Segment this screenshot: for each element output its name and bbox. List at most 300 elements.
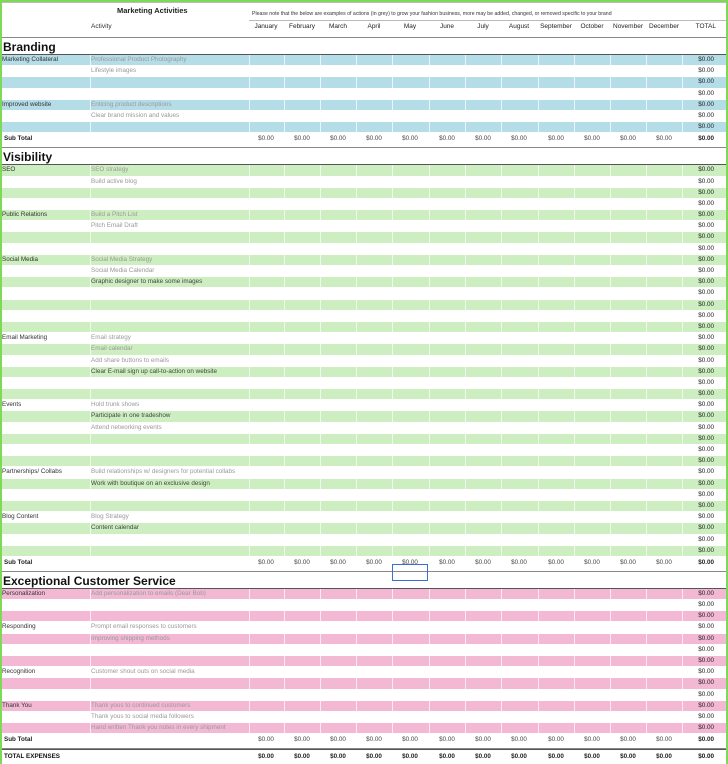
total-expenses-month-value[interactable]: $0.00 [548,753,564,761]
activity-column-header[interactable]: Activity [91,23,112,30]
category-cell[interactable] [2,490,90,500]
row-total-cell[interactable]: $0.00 [698,123,714,131]
subtotal-month-value[interactable]: $0.00 [584,558,600,566]
subtotal-month-value[interactable]: $0.00 [620,558,636,566]
table-row[interactable] [2,467,726,478]
total-expenses-total[interactable]: $0.00 [698,753,714,761]
category-cell[interactable]: Public Relations [2,211,48,219]
month-header-9[interactable]: October [580,23,604,30]
category-cell[interactable] [2,712,90,722]
subtotal-month-value[interactable]: $0.00 [402,135,418,143]
activity-cell[interactable]: Email calendar [91,345,133,353]
table-row[interactable] [2,288,726,299]
subtotal-month-value[interactable]: $0.00 [258,736,274,744]
row-total-cell[interactable]: $0.00 [698,468,714,476]
activity-cell[interactable] [91,378,249,388]
subtotal-month-value[interactable]: $0.00 [294,558,310,566]
table-row[interactable] [2,111,726,122]
subtotal-month-value[interactable]: $0.00 [330,736,346,744]
row-total-cell[interactable]: $0.00 [698,546,714,554]
subtotal-row [2,557,726,572]
subtotal-month-value[interactable]: $0.00 [656,558,672,566]
subtotal-month-value[interactable]: $0.00 [330,558,346,566]
total-expenses-month-value[interactable]: $0.00 [620,753,636,761]
subtotal-month-value[interactable]: $0.00 [330,135,346,143]
category-cell[interactable] [2,199,90,209]
table-row[interactable] [2,356,726,367]
total-expenses-month-value[interactable]: $0.00 [511,753,527,761]
activity-cell[interactable] [91,77,249,87]
activity-cell[interactable] [91,678,249,688]
table-row[interactable] [2,199,726,210]
table-row[interactable] [2,535,726,546]
category-cell[interactable] [2,322,90,332]
activity-cell[interactable]: Attend networking events [91,423,162,431]
activity-cell[interactable]: Hold trunk shows [91,401,140,409]
category-cell[interactable] [2,656,90,666]
subtotal-month-value[interactable]: $0.00 [584,135,600,143]
subtotal-month-value[interactable]: $0.00 [294,135,310,143]
category-cell[interactable] [2,690,90,700]
row-total-cell[interactable]: $0.00 [698,457,714,465]
category-cell[interactable] [2,188,90,198]
table-row[interactable] [2,277,726,288]
activity-cell[interactable]: Professional Product Photography [91,56,187,63]
activity-cell[interactable]: SEO strategy [91,166,129,174]
table-row[interactable] [2,322,726,333]
activity-cell[interactable] [91,311,249,321]
activity-cell[interactable] [91,199,249,209]
activity-cell[interactable]: Lifestyle images [91,67,137,75]
subtotal-row [2,133,726,148]
subtotal-total[interactable]: $0.00 [698,558,714,566]
subtotal-month-value[interactable]: $0.00 [439,135,455,143]
table-row[interactable] [2,89,726,100]
row-total-cell[interactable]: $0.00 [698,446,714,453]
activity-cell[interactable]: Prompt email responses to customers [91,623,197,631]
subtotal-month-value[interactable]: $0.00 [439,558,455,566]
spreadsheet [2,2,726,764]
row-total-cell[interactable]: $0.00 [698,278,714,286]
table-row[interactable] [2,266,726,277]
table-row[interactable] [2,645,726,656]
month-header-2[interactable]: March [328,23,348,30]
row-total-cell[interactable]: $0.00 [698,434,714,442]
month-header-4[interactable]: May [403,23,417,30]
section-title-0: Branding [2,38,726,55]
activity-cell[interactable]: Content calendar [91,524,139,532]
table-row[interactable] [2,622,726,633]
category-cell[interactable]: Social Media [2,255,39,263]
activity-cell[interactable]: Enticing product descriptions [91,100,172,108]
category-cell[interactable] [2,221,90,231]
category-cell[interactable] [2,356,90,366]
subtotal-month-value[interactable]: $0.00 [366,135,382,143]
table-row[interactable] [2,701,726,712]
category-cell[interactable] [2,445,90,455]
row-total-cell[interactable]: $0.00 [698,701,714,709]
category-cell[interactable]: SEO [2,166,16,174]
category-cell[interactable]: Blog Content [2,513,39,521]
table-row[interactable] [2,423,726,434]
subtotal-month-value[interactable]: $0.00 [294,736,310,744]
table-row[interactable] [2,100,726,111]
activity-cell[interactable] [91,288,249,298]
table-row[interactable] [2,210,726,221]
activity-cell[interactable]: Blog Strategy [91,513,129,521]
table-row[interactable] [2,66,726,77]
category-cell[interactable] [2,723,90,733]
category-cell[interactable]: Events [2,401,22,409]
table-row[interactable] [2,378,726,389]
subtotal-label: Sub Total [4,736,33,744]
table-row[interactable] [2,122,726,133]
table-row[interactable] [2,501,726,512]
table-row[interactable] [2,523,726,534]
activity-cell[interactable] [91,456,249,466]
category-cell[interactable] [2,645,90,655]
month-header-11[interactable]: December [649,23,679,30]
table-row[interactable] [2,589,726,600]
table-row[interactable] [2,344,726,355]
row-total-cell[interactable]: $0.00 [698,401,714,409]
subtotal-month-value[interactable]: $0.00 [366,736,382,744]
row-total-cell[interactable]: $0.00 [698,724,714,732]
table-row[interactable] [2,723,726,734]
table-row[interactable] [2,445,726,456]
month-header-8[interactable]: September [540,23,572,30]
activity-cell[interactable] [91,434,249,444]
category-cell[interactable] [2,546,90,556]
month-header-7[interactable]: August [508,23,530,30]
category-cell[interactable] [2,89,90,99]
activity-cell[interactable]: Build relationships w/ designers for potential collabs [91,468,236,476]
category-cell[interactable] [2,456,90,466]
row-total-cell[interactable]: $0.00 [698,490,714,498]
subtotal-month-value[interactable]: $0.00 [475,736,491,744]
category-cell[interactable] [2,600,90,610]
category-cell[interactable]: Recognition [2,668,36,676]
table-row[interactable] [2,512,726,523]
activity-cell[interactable]: Add share buttons to emails [91,356,170,364]
activity-cell[interactable]: Participate in one tradeshow [91,412,171,420]
activity-cell[interactable]: Graphic designer to make some images [91,278,203,286]
total-expenses-month-value[interactable]: $0.00 [656,753,672,761]
activity-cell[interactable] [91,645,249,655]
month-header-0[interactable]: January [254,23,278,30]
category-cell[interactable]: Responding [2,623,36,631]
row-total-cell[interactable]: $0.00 [698,412,714,420]
table-row[interactable] [2,712,726,723]
row-total-cell[interactable]: $0.00 [698,111,714,119]
row-total-cell[interactable]: $0.00 [698,634,714,642]
activity-cell[interactable]: Improving shipping methods [91,634,170,642]
category-cell[interactable]: Partnerships/ Collabs [2,468,62,476]
activity-cell[interactable] [91,501,249,511]
row-total-cell[interactable]: $0.00 [698,601,714,609]
activity-cell[interactable]: Work with boutique on an exclusive design [91,479,210,487]
row-total-cell[interactable]: $0.00 [698,267,714,274]
table-row[interactable] [2,367,726,378]
row-total-cell[interactable]: $0.00 [698,244,714,252]
category-cell[interactable] [2,378,90,388]
subtotal-month-value[interactable]: $0.00 [584,736,600,744]
activity-cell[interactable] [91,232,249,242]
row-total-cell[interactable]: $0.00 [698,524,714,532]
row-total-cell[interactable]: $0.00 [698,233,714,241]
row-total-cell[interactable]: $0.00 [698,657,714,664]
row-total-cell[interactable]: $0.00 [698,334,714,342]
category-cell[interactable] [2,611,90,621]
subtotal-total[interactable]: $0.00 [698,135,714,143]
row-total-cell[interactable]: $0.00 [698,177,714,185]
row-total-cell[interactable]: $0.00 [698,378,714,386]
category-cell[interactable] [2,423,90,433]
row-total-cell[interactable]: $0.00 [698,668,714,676]
row-total-cell[interactable]: $0.00 [698,645,714,653]
activity-cell[interactable] [91,445,249,455]
subtotal-month-value[interactable]: $0.00 [402,736,418,744]
activity-cell[interactable] [91,244,249,254]
month-header-3[interactable]: April [367,23,381,30]
table-row[interactable] [2,311,726,322]
month-header-6[interactable]: July [477,23,489,30]
activity-cell[interactable] [91,535,249,545]
total-expenses-month-value[interactable]: $0.00 [402,753,418,761]
row-total-cell[interactable]: $0.00 [698,712,714,720]
category-cell[interactable] [2,678,90,688]
row-total-cell[interactable]: $0.00 [698,211,714,219]
total-expenses-month-value[interactable]: $0.00 [584,753,600,761]
row-total-cell[interactable]: $0.00 [698,423,714,431]
row-total-cell[interactable]: $0.00 [698,690,714,698]
activity-cell[interactable]: Clear E-mail sign up call-to-action on website [91,367,217,375]
total-expenses-month-value[interactable]: $0.00 [439,753,455,761]
total-expenses-month-value[interactable]: $0.00 [294,753,310,761]
subtotal-total[interactable]: $0.00 [698,736,714,744]
subtotal-label: Sub Total [4,135,33,143]
category-cell[interactable]: Email Marketing [2,334,48,342]
table-row[interactable] [2,611,726,622]
category-cell[interactable] [2,111,90,121]
row-total-cell[interactable]: $0.00 [698,89,714,97]
subtotal-month-value[interactable]: $0.00 [475,558,491,566]
total-expenses-month-value[interactable]: $0.00 [258,753,274,761]
row-total-cell[interactable]: $0.00 [698,501,714,509]
table-row[interactable] [2,300,726,311]
activity-cell[interactable]: Hand written Thank you notes in every shipment [91,724,226,732]
table-row[interactable] [2,490,726,501]
table-row[interactable] [2,690,726,701]
row-total-cell[interactable]: $0.00 [698,356,714,364]
table-row[interactable] [2,165,726,176]
table-row[interactable] [2,479,726,490]
total-expenses-month-value[interactable]: $0.00 [366,753,382,761]
total-expenses-label: TOTAL EXPENSES [4,753,60,761]
category-cell[interactable] [2,266,90,276]
row-total-cell[interactable]: $0.00 [698,300,714,308]
activity-cell[interactable] [91,89,249,99]
table-row[interactable] [2,546,726,557]
activity-cell[interactable] [91,122,249,132]
row-total-cell[interactable]: $0.00 [698,188,714,196]
row-total-cell[interactable]: $0.00 [698,612,714,620]
activity-cell[interactable] [91,188,249,198]
category-cell[interactable] [2,300,90,310]
table-row[interactable] [2,77,726,88]
activity-cell[interactable]: Email strategy [91,334,131,342]
row-total-cell[interactable]: $0.00 [698,166,714,174]
row-total-cell[interactable]: $0.00 [698,67,714,75]
table-row[interactable] [2,255,726,266]
category-cell[interactable] [2,66,90,76]
activity-cell[interactable]: Build a Pitch List [91,211,138,219]
table-row[interactable] [2,389,726,400]
activity-cell[interactable] [91,490,249,500]
table-row[interactable] [2,244,726,255]
subtotal-month-value[interactable]: $0.00 [511,558,527,566]
selected-cell[interactable] [392,564,428,581]
row-total-cell[interactable]: $0.00 [698,535,714,543]
category-cell[interactable] [2,389,90,399]
table-row[interactable] [2,434,726,445]
row-total-cell[interactable]: $0.00 [698,56,714,63]
activity-cell[interactable]: Clear brand mission and values [91,111,180,119]
sections-container [2,38,726,749]
subtotal-label: Sub Total [4,558,33,566]
category-cell[interactable] [2,244,90,254]
total-expenses-month-value[interactable]: $0.00 [475,753,491,761]
subtotal-month-value[interactable]: $0.00 [656,736,672,744]
total-expenses-month-value[interactable]: $0.00 [330,753,346,761]
section-title-1: Visibility [2,148,726,165]
table-row[interactable] [2,232,726,243]
total-column-header[interactable]: TOTAL [695,23,716,30]
row-total-cell[interactable]: $0.00 [698,513,714,521]
activity-cell[interactable] [91,690,249,700]
activity-cell[interactable]: Thank yous to continued customers [91,701,191,709]
activity-cell[interactable]: Add personalization to emails (Dear Bob) [91,589,206,597]
row-total-cell[interactable]: $0.00 [698,289,714,297]
subtotal-month-value[interactable]: $0.00 [620,736,636,744]
subtotal-month-value[interactable]: $0.00 [548,558,564,566]
category-cell[interactable] [2,634,90,644]
category-cell[interactable]: Thank You [2,701,32,709]
category-cell[interactable]: Personalization [2,589,46,597]
category-cell[interactable] [2,434,90,444]
activity-cell[interactable] [91,300,249,310]
subtotal-month-value[interactable]: $0.00 [366,558,382,566]
table-row[interactable] [2,221,726,232]
month-header-5[interactable]: June [439,23,455,30]
row-total-cell[interactable]: $0.00 [698,623,714,631]
subtotal-month-value[interactable]: $0.00 [511,736,527,744]
activity-cell[interactable]: Social Media Calendar [91,267,155,274]
row-total-cell[interactable]: $0.00 [698,367,714,375]
table-row[interactable] [2,656,726,667]
category-cell[interactable] [2,177,90,187]
subtotal-month-value[interactable]: $0.00 [548,736,564,744]
category-cell[interactable] [2,77,90,87]
row-total-cell[interactable]: $0.00 [698,255,714,263]
category-cell[interactable] [2,232,90,242]
subtotal-month-value[interactable]: $0.00 [620,135,636,143]
category-cell[interactable] [2,288,90,298]
activity-cell[interactable]: Customer shout outs on social media [91,668,195,676]
row-total-cell[interactable]: $0.00 [698,322,714,330]
activity-cell[interactable]: Pitch Email Draft [91,222,138,230]
activity-cell[interactable] [91,611,249,621]
subtotal-month-value[interactable]: $0.00 [475,135,491,143]
activity-cell[interactable] [91,546,249,556]
subtotal-month-value[interactable]: $0.00 [402,558,418,566]
row-total-cell[interactable]: $0.00 [698,679,714,687]
category-cell[interactable]: Marketing Collateral [2,56,58,63]
category-cell[interactable] [2,367,90,377]
subtotal-month-value[interactable]: $0.00 [258,135,274,143]
activity-cell[interactable] [91,322,249,332]
category-cell[interactable] [2,479,90,489]
month-header-10[interactable]: November [613,23,643,30]
subtotal-month-value[interactable]: $0.00 [548,135,564,143]
sheet-header [2,2,726,38]
category-cell[interactable] [2,311,90,321]
activity-cell[interactable] [91,389,249,399]
table-row[interactable] [2,400,726,411]
table-row[interactable] [2,411,726,422]
category-cell[interactable]: Improved website [2,100,52,108]
row-total-cell[interactable]: $0.00 [698,589,714,597]
category-cell[interactable] [2,344,90,354]
row-total-cell[interactable]: $0.00 [698,345,714,353]
activity-cell[interactable]: Thank yous to social media followers [91,712,194,720]
activity-cell[interactable]: Social Media Strategy [91,255,153,263]
table-row[interactable] [2,600,726,611]
activity-cell[interactable] [91,600,249,610]
category-cell[interactable] [2,411,90,421]
subtotal-month-value[interactable]: $0.00 [511,135,527,143]
table-row[interactable] [2,456,726,467]
table-row[interactable] [2,678,726,689]
instructions-note: Please note that the below are examples of actions (in grey) to grow your fashion business, more may be added, changed, or removed specific to your brand [252,11,612,17]
row-total-cell[interactable]: $0.00 [698,78,714,86]
activity-cell[interactable]: Build active blog [91,177,137,185]
row-total-cell[interactable]: $0.00 [698,222,714,230]
table-row[interactable] [2,55,726,66]
category-cell[interactable] [2,122,90,132]
subtotal-month-value[interactable]: $0.00 [656,135,672,143]
table-row[interactable] [2,188,726,199]
row-total-cell[interactable]: $0.00 [698,311,714,319]
table-row[interactable] [2,667,726,678]
row-total-cell[interactable]: $0.00 [698,199,714,207]
category-cell[interactable] [2,501,90,511]
table-row[interactable] [2,333,726,344]
subtotal-month-value[interactable]: $0.00 [439,736,455,744]
category-cell[interactable] [2,535,90,545]
row-total-cell[interactable]: $0.00 [698,100,714,108]
subtotal-month-value[interactable]: $0.00 [258,558,274,566]
table-row[interactable] [2,177,726,188]
category-cell[interactable] [2,277,90,287]
activity-cell[interactable] [91,656,249,666]
category-cell[interactable] [2,523,90,533]
row-total-cell[interactable]: $0.00 [698,479,714,487]
section-title-2: Exceptional Customer Service [2,572,726,589]
row-total-cell[interactable]: $0.00 [698,390,714,398]
table-row[interactable] [2,634,726,645]
month-header-1[interactable]: February [288,23,315,30]
